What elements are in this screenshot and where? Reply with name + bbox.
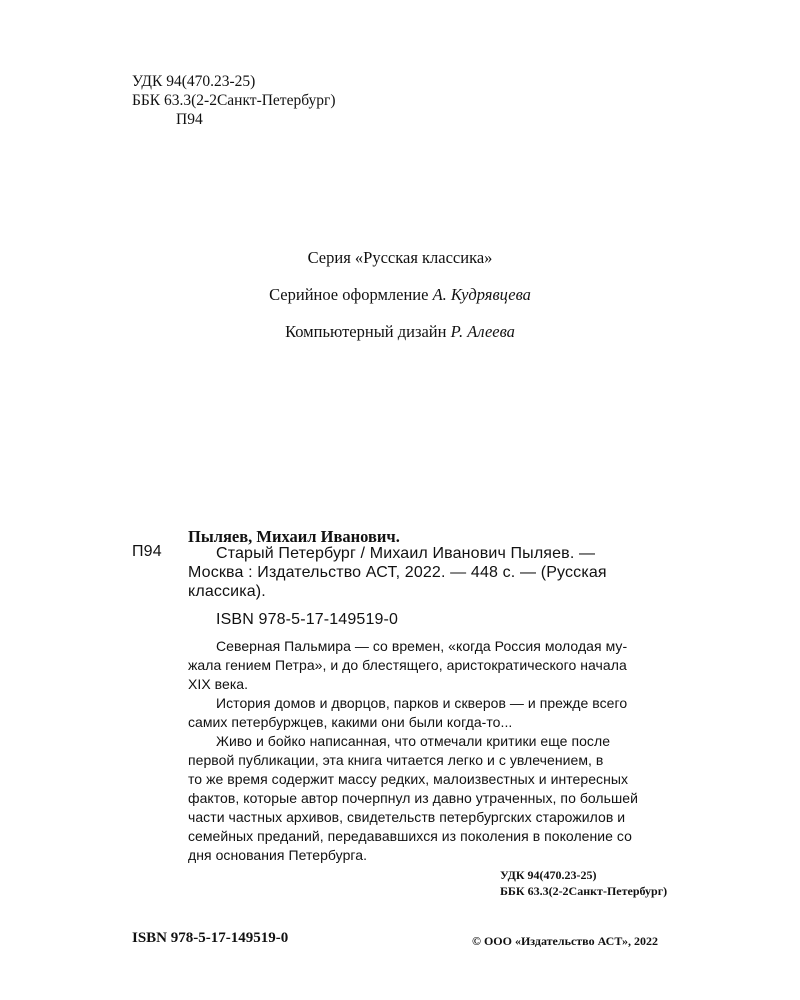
computer-name: Р. Алеева [450, 322, 515, 341]
design-name: А. Кудрявцева [432, 285, 531, 304]
annotation-line: семейных преданий, передававшихся из поколения в поколение со [188, 828, 632, 844]
annotation-line: части частных архивов, свидетельств петербургских старожилов и [188, 809, 626, 825]
annotation-line: фактов, которые автор почерпнул из давно утраченных, по большей [188, 790, 638, 806]
annotation-line: История домов и дворцов, парков и скверов — и прежде всего [216, 695, 628, 711]
card-heading: Пыляев, Михаил Иванович. [188, 527, 400, 546]
computer-design-credit [0, 322, 800, 342]
annotation-line: то же время содержит массу редких, малоизвестных и интересных [188, 771, 629, 787]
annotation-line: XIX века. [188, 676, 249, 692]
computer-label: Компьютерный дизайн [285, 322, 451, 341]
card-line-1: Старый Петербург / Михаил Иванович Пыляев. — [216, 545, 596, 562]
annotation-line: Живо и бойко написанная, что отмечали критики еще после [216, 733, 611, 749]
card-sign: П94 [132, 543, 162, 560]
series-line: Серия «Русская классика» [307, 248, 493, 267]
design-credit [0, 285, 800, 305]
annotation-line: жала гением Петра», и до блестящего, аристократического начала [188, 657, 627, 673]
top-bbk: ББК 63.3(2-2Санкт-Петербург) [132, 92, 336, 109]
top-udk: УДК 94(470.23-25) [132, 73, 256, 90]
annotation-line: Северная Пальмира — со времен, «когда Россия молодая му- [216, 638, 628, 654]
card-udk: УДК 94(470.23-25) [500, 868, 597, 882]
card-line-2: Москва : Издательство АСТ, 2022. — 448 с. — (Русская [188, 564, 607, 581]
card-bbk: ББК 63.3(2-2Санкт-Петербург) [500, 884, 668, 898]
annotation-line: дня основания Петербурга. [188, 847, 368, 863]
card-isbn: ISBN 978-5-17-149519-0 [216, 611, 399, 628]
annotation-line: первой публикации, эта книга читается легко и с увлечением, в [188, 752, 604, 768]
design-label: Серийное оформление [269, 285, 433, 304]
card-line-3: классика). [188, 583, 266, 600]
top-author-sign: П94 [176, 111, 203, 128]
footer-copyright: © ООО «Издательство АСТ», 2022 [472, 934, 659, 948]
footer-isbn: ISBN 978-5-17-149519-0 [132, 930, 289, 946]
annotation-line: самих петербуржцев, какими они были когда-то... [188, 714, 513, 730]
